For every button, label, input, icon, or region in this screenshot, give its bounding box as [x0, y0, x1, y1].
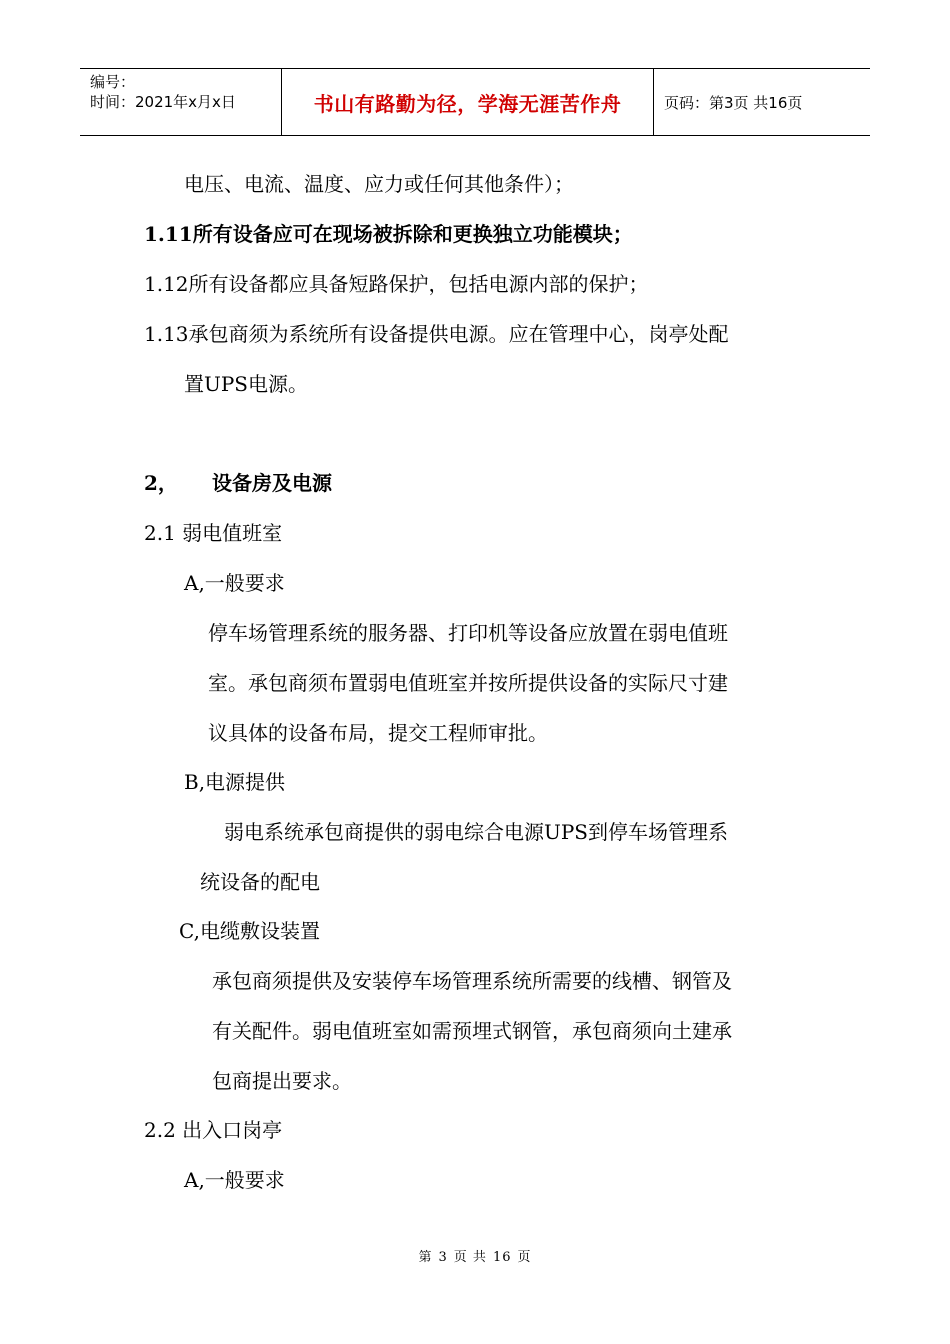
header-page-info: 页码：第3页 共16页 [664, 93, 803, 112]
header-motto: 书山有路勤为径，学海无涯苦作舟 [282, 69, 654, 135]
footer-prefix: 第 [418, 1250, 433, 1265]
paragraph-line: 弱电系统承包商提供的弱电综合电源UPS到停车场管理系 [224, 820, 729, 844]
paragraph-line: 包商提出要求。 [212, 1069, 352, 1093]
subsection-b-heading: B,电源提供 [184, 770, 286, 794]
section-2-1-heading: 2.1 弱电值班室 [144, 521, 283, 545]
footer-total: 16 [492, 1250, 512, 1265]
footer-page: 3 [438, 1250, 448, 1265]
paragraph-line: 承包商须提供及安装停车场管理系统所需要的线槽、钢管及 [212, 969, 732, 993]
section-2-title: 设备房及电源 [212, 471, 332, 495]
clause-1-13-cont: 置UPS电源。 [184, 372, 309, 396]
paragraph-line: 统设备的配电 [200, 870, 320, 894]
footer-mid: 页 共 [453, 1250, 487, 1265]
paragraph-line: 议具体的设备布局，提交工程师审批。 [208, 721, 548, 745]
clause-1-12: 1.12所有设备都应具备短路保护，包括电源内部的保护； [144, 272, 649, 296]
header-meta [80, 69, 282, 135]
body-line: 电压、电流、温度、应力或任何其他条件）； [184, 172, 574, 196]
subsection-a-heading: A,一般要求 [184, 571, 285, 595]
subsection-a-heading: A,一般要求 [184, 1168, 285, 1192]
subsection-c-heading: C,电缆敷设装置 [179, 919, 320, 943]
header-table [80, 68, 870, 136]
date-label: 时间：2021年x月x日 [90, 93, 236, 111]
clause-1-11: 1.11所有设备应可在现场被拆除和更换独立功能模块； [144, 222, 633, 246]
paragraph-line: 停车场管理系统的服务器、打印机等设备应放置在弱电值班 [208, 621, 728, 645]
number-label: 编号： [90, 73, 136, 91]
section-2-2-heading: 2.2 出入口岗亭 [144, 1118, 283, 1142]
section-2-number: 2， [144, 471, 178, 495]
footer-suffix: 页 [517, 1250, 532, 1265]
clause-1-13: 1.13承包商须为系统所有设备提供电源。应在管理中心，岗亭处配 [144, 322, 729, 346]
paragraph-line: 室。承包商须布置弱电值班室并按所提供设备的实际尺寸建 [208, 671, 728, 695]
paragraph-line: 有关配件。弱电值班室如需预埋式钢管，承包商须向土建承 [212, 1019, 732, 1043]
page-footer [0, 1246, 950, 1265]
